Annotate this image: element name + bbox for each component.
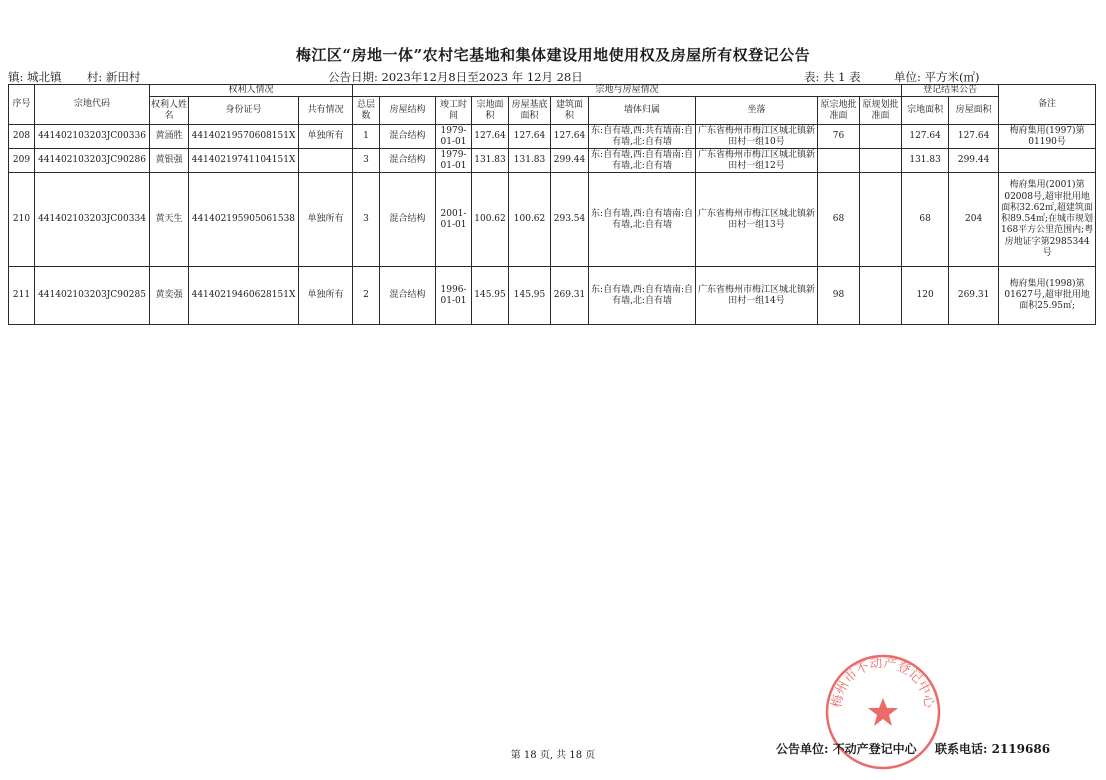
unit-info: 单位: 平方米(㎡): [894, 70, 980, 84]
cell-completion: 1979-01-01: [436, 125, 472, 149]
cell-planned-approved: [860, 267, 902, 325]
cell-id: 44140219460628151X: [189, 267, 299, 325]
cell-base-area: 145.95: [509, 267, 551, 325]
cell-seq: 211: [9, 267, 35, 325]
town-label: 镇:: [8, 70, 24, 84]
table-row: [9, 149, 1096, 173]
header-planned-approved: 原规划批准面: [860, 97, 902, 125]
cell-code: 441402103203JC90285: [35, 267, 150, 325]
table-row: [9, 173, 1096, 267]
header-land-house-group: 宗地与房屋情况: [353, 85, 902, 97]
cell-planned-approved: [860, 173, 902, 267]
cell-land-area: 100.62: [472, 173, 509, 267]
cell-build-area: 127.64: [551, 125, 589, 149]
cell-remark: 梅府集用(1997)第01190号: [999, 125, 1096, 149]
table-row: [9, 267, 1096, 325]
cell-approved-land: [818, 149, 860, 173]
header-land-area: 宗地面积: [472, 97, 509, 125]
cell-floors: 3: [353, 173, 380, 267]
cell-build-area: 299.44: [551, 149, 589, 173]
table-count: 表: 共 1 表: [804, 70, 861, 84]
cell-seq: 208: [9, 125, 35, 149]
cell-build-area: 293.54: [551, 173, 589, 267]
cell-result-house: 269.31: [949, 267, 999, 325]
header-result-house: 房屋面积: [949, 97, 999, 125]
table-row: [9, 125, 1096, 149]
issuer-text: 公告单位: 不动产登记中心: [776, 742, 917, 756]
header-result-land: 宗地面积: [902, 97, 949, 125]
village-label: 村:: [86, 70, 103, 84]
header-share: 共有情况: [299, 97, 353, 125]
cell-floors: 1: [353, 125, 380, 149]
cell-base-area: 100.62: [509, 173, 551, 267]
header-build-area: 建筑面积: [551, 97, 589, 125]
header-owner-name: 权利人姓名: [150, 97, 189, 125]
cell-build-area: 269.31: [551, 267, 589, 325]
cell-code: 441402103203JC00334: [35, 173, 150, 267]
page-title: 梅江区“房地一体”农村宅基地和集体建设用地使用权及房屋所有权登记公告: [295, 46, 811, 64]
header-structure: 房屋结构: [380, 97, 436, 125]
header-floors: 总层数: [353, 97, 380, 125]
date-value: 2023年12月8日至2023 年 12月 28日: [381, 70, 583, 84]
cell-remark: 梅府集用(1998)第01627号,超审批用地面积25.95㎡;: [999, 267, 1096, 325]
cell-share: 单独所有: [299, 267, 353, 325]
cell-wall: 东:自有墙,西:自有墙南:自有墙,北:自有墙: [589, 173, 696, 267]
header-result-group: 登记结果公告: [902, 85, 999, 97]
cell-floors: 3: [353, 149, 380, 173]
registration-table: [8, 84, 1096, 325]
cell-approved-land: 98: [818, 267, 860, 325]
town-value: 城北镇: [27, 70, 62, 84]
header-owner-group: 权利人情况: [150, 85, 353, 97]
cell-code: 441402103203JC00336: [35, 125, 150, 149]
contact-phone: 联系电话: 2119686: [934, 742, 1051, 756]
cell-share: 单独所有: [299, 125, 353, 149]
page-number: 第 18 页, 共 18 页: [510, 750, 596, 761]
header-id-number: 身份证号: [189, 97, 299, 125]
village-value: 新田村: [105, 70, 141, 84]
cell-structure: 混合结构: [380, 125, 436, 149]
cell-base-area: 131.83: [509, 149, 551, 173]
cell-name: 黄涌胜: [150, 125, 189, 149]
cell-location: 广东省梅州市梅江区城北镇新田村一组14号: [696, 267, 818, 325]
cell-remark: 梅府集用(2001)第02008号,超审批用地面积32.62㎡,超建筑面积89.54㎡;在城市规划168平方公里范围内;粤房地证字第2985344号: [999, 173, 1096, 267]
header-approved-land: 原宗地批准面: [818, 97, 860, 125]
cell-location: 广东省梅州市梅江区城北镇新田村一组10号: [696, 125, 818, 149]
cell-completion: 1979-01-01: [436, 149, 472, 173]
cell-result-house: 299.44: [949, 149, 999, 173]
seal-text: 梅州市不动产登记中心: [829, 655, 937, 710]
cell-base-area: 127.64: [509, 125, 551, 149]
cell-result-land: 127.64: [902, 125, 949, 149]
seal-star-icon: [868, 698, 898, 726]
cell-location: 广东省梅州市梅江区城北镇新田村一组12号: [696, 149, 818, 173]
cell-share: 单独所有: [299, 173, 353, 267]
cell-result-land: 68: [902, 173, 949, 267]
date-label: 公告日期:: [328, 70, 378, 84]
cell-result-house: 204: [949, 173, 999, 267]
cell-wall: 东:自有墙,西:共有墙南:自有墙,北:自有墙: [589, 125, 696, 149]
cell-share: [299, 149, 353, 173]
cell-name: 黄银强: [150, 149, 189, 173]
cell-seq: 209: [9, 149, 35, 173]
header-remark: 备注: [999, 85, 1096, 125]
cell-approved-land: 76: [818, 125, 860, 149]
header-wall: 墙体归属: [589, 97, 696, 125]
announcement-date: [328, 69, 583, 85]
cell-wall: 东:自有墙,西:自有墙南:自有墙,北:自有墙: [589, 149, 696, 173]
header-code: 宗地代码: [35, 85, 150, 125]
cell-land-area: 127.64: [472, 125, 509, 149]
cell-name: 黄天生: [150, 173, 189, 267]
cell-result-house: 127.64: [949, 125, 999, 149]
cell-completion: 2001-01-01: [436, 173, 472, 267]
cell-id: 44140219570608151X: [189, 125, 299, 149]
cell-planned-approved: [860, 149, 902, 173]
cell-id: 441402195905061538: [189, 173, 299, 267]
header-location: 坐落: [696, 97, 818, 125]
cell-approved-land: 68: [818, 173, 860, 267]
cell-land-area: 131.83: [472, 149, 509, 173]
town-info: [8, 69, 140, 85]
header-seq: 序号: [9, 85, 35, 125]
header-completion: 竣工时间: [436, 97, 472, 125]
cell-wall: 东:自有墙,西:自有墙南:自有墙,北:自有墙: [589, 267, 696, 325]
cell-result-land: 131.83: [902, 149, 949, 173]
cell-land-area: 145.95: [472, 267, 509, 325]
cell-structure: 混合结构: [380, 149, 436, 173]
cell-completion: 1996-01-01: [436, 267, 472, 325]
cell-location: 广东省梅州市梅江区城北镇新田村一组13号: [696, 173, 818, 267]
cell-id: 44140219741104151X: [189, 149, 299, 173]
cell-remark: [999, 149, 1096, 173]
cell-structure: 混合结构: [380, 267, 436, 325]
cell-floors: 2: [353, 267, 380, 325]
footer-issuer: [776, 740, 1050, 757]
cell-planned-approved: [860, 125, 902, 149]
cell-seq: 210: [9, 173, 35, 267]
cell-code: 441402103203JC90286: [35, 149, 150, 173]
cell-name: 黄奕强: [150, 267, 189, 325]
header-base-area: 房屋基底面积: [509, 97, 551, 125]
cell-structure: 混合结构: [380, 173, 436, 267]
cell-result-land: 120: [902, 267, 949, 325]
